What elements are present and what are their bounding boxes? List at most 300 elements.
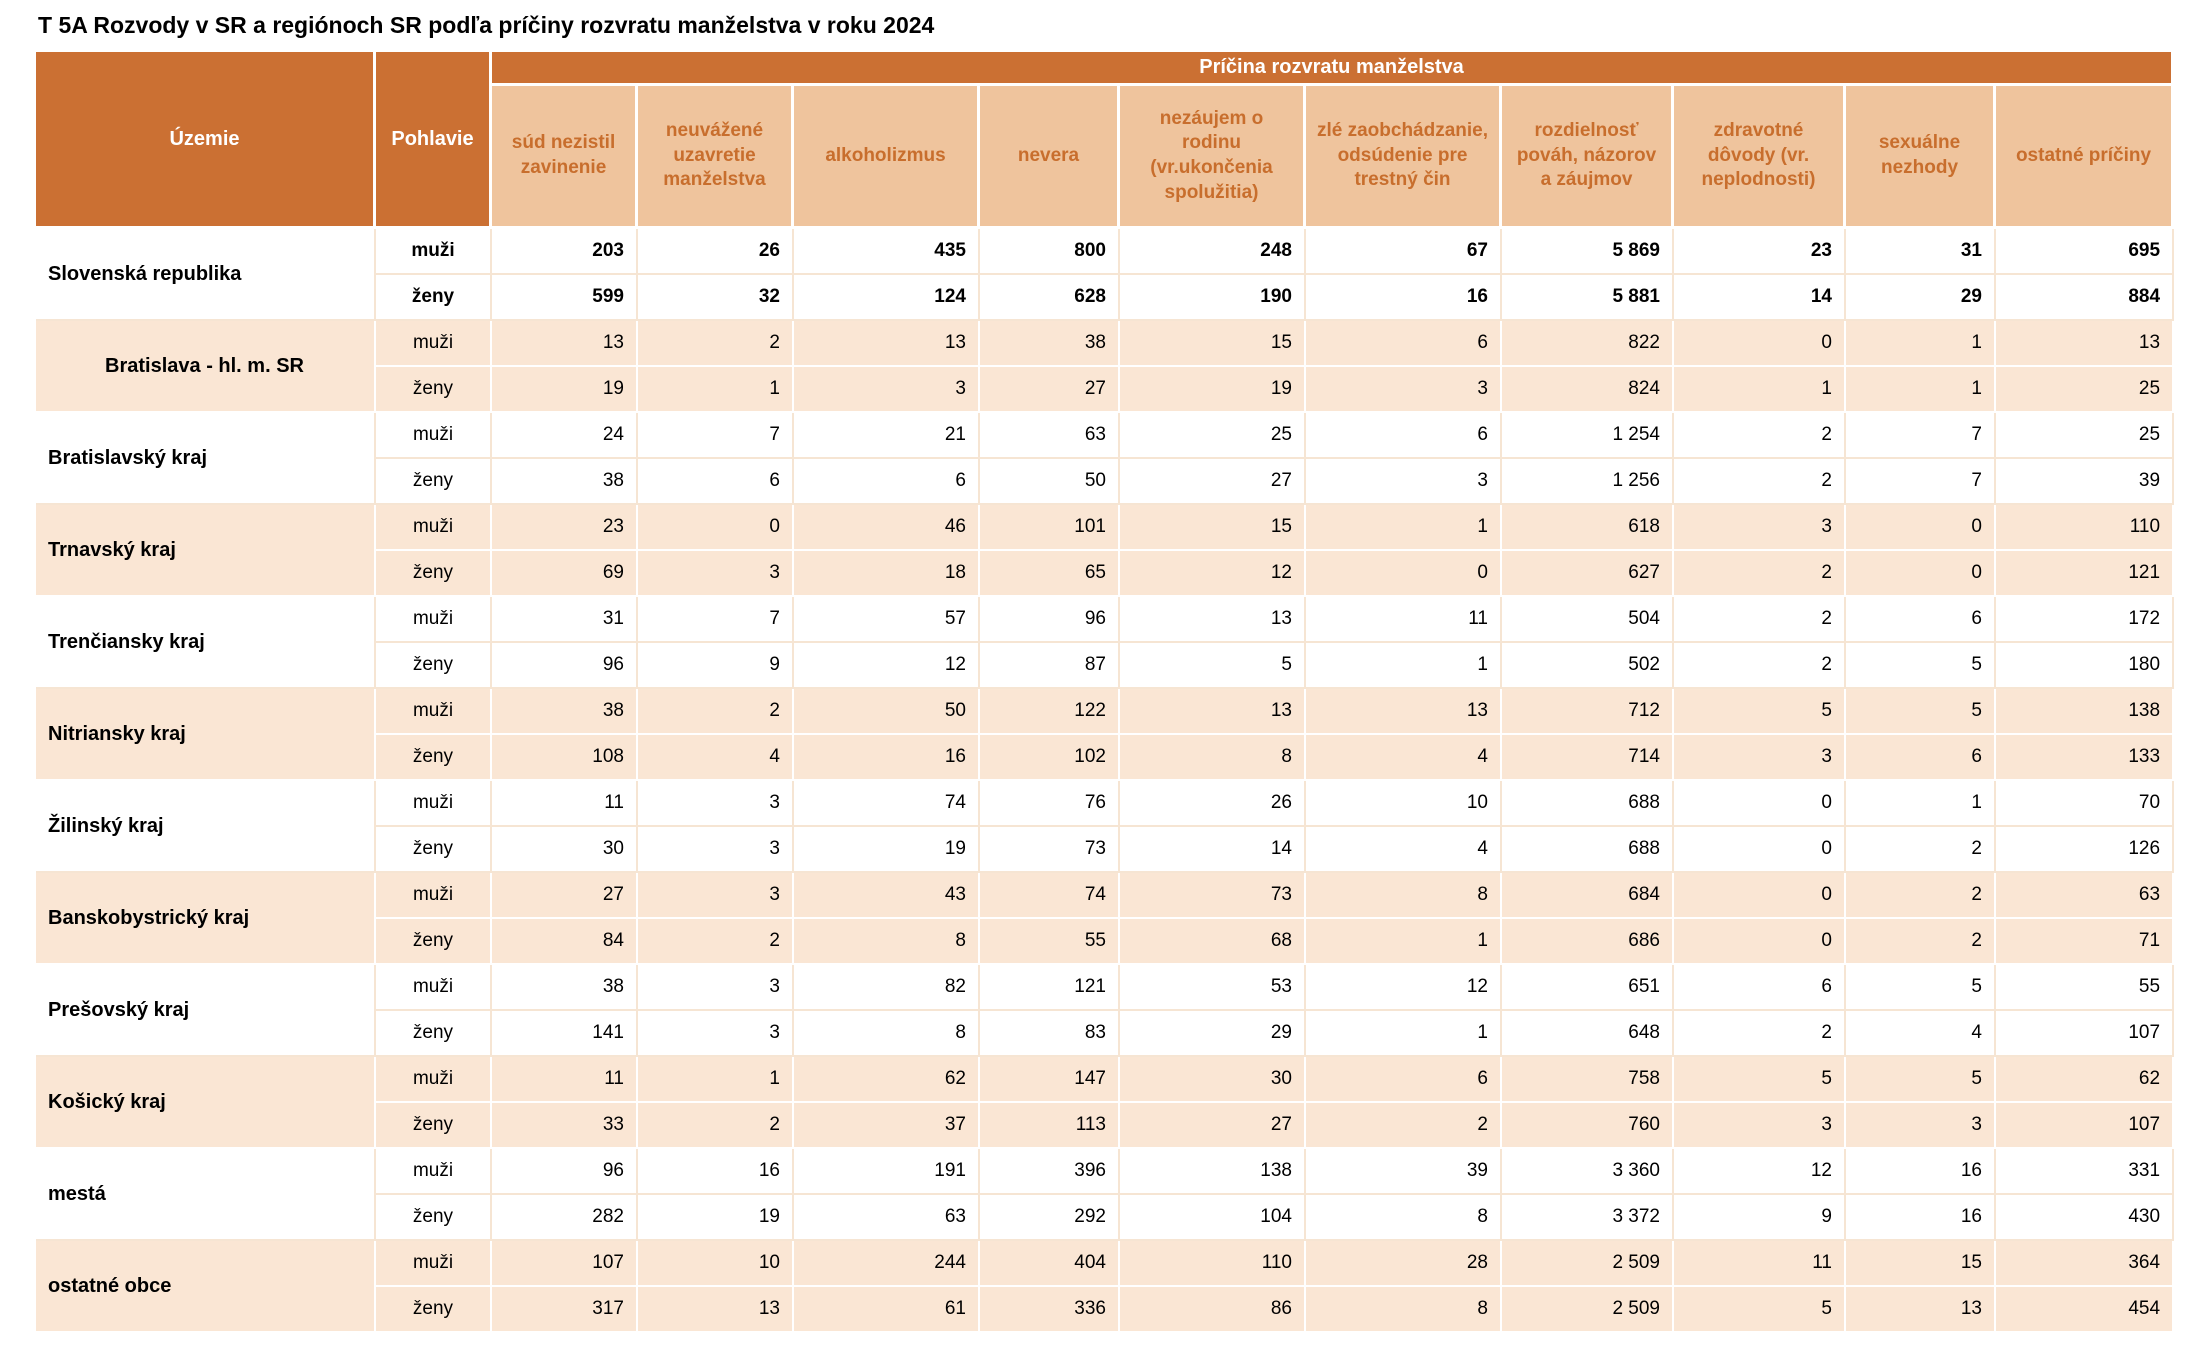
value-cell: 108 bbox=[492, 735, 638, 781]
value-cell: 107 bbox=[1996, 1011, 2174, 1057]
value-cell: 0 bbox=[1674, 781, 1846, 827]
value-cell: 6 bbox=[794, 459, 980, 505]
value-cell: 29 bbox=[1120, 1011, 1306, 1057]
value-cell: 248 bbox=[1120, 229, 1306, 275]
value-cell: 19 bbox=[1120, 367, 1306, 413]
value-cell: 12 bbox=[794, 643, 980, 689]
gender-cell: muži bbox=[376, 505, 492, 551]
value-cell: 1 bbox=[638, 367, 794, 413]
value-cell: 13 bbox=[794, 321, 980, 367]
gender-cell: ženy bbox=[376, 1287, 492, 1333]
value-cell: 0 bbox=[1674, 321, 1846, 367]
value-cell: 121 bbox=[980, 965, 1120, 1011]
value-cell: 599 bbox=[492, 275, 638, 321]
value-cell: 9 bbox=[1674, 1195, 1846, 1241]
value-cell: 13 bbox=[1306, 689, 1502, 735]
value-cell: 63 bbox=[1996, 873, 2174, 919]
value-cell: 8 bbox=[1120, 735, 1306, 781]
value-cell: 31 bbox=[1846, 229, 1996, 275]
value-cell: 68 bbox=[1120, 919, 1306, 965]
column-header-cause-4: nezáujem o rodinu (vr.ukončenia spolužitia) bbox=[1120, 86, 1306, 229]
value-cell: 504 bbox=[1502, 597, 1674, 643]
gender-cell: muži bbox=[376, 965, 492, 1011]
territory-cell: Košický kraj bbox=[36, 1057, 376, 1149]
value-cell: 13 bbox=[1120, 597, 1306, 643]
value-cell: 2 bbox=[1674, 597, 1846, 643]
value-cell: 7 bbox=[638, 413, 794, 459]
value-cell: 396 bbox=[980, 1149, 1120, 1195]
value-cell: 33 bbox=[492, 1103, 638, 1149]
table-row-2-muži bbox=[36, 413, 2174, 459]
value-cell: 76 bbox=[980, 781, 1120, 827]
territory-cell: Nitriansky kraj bbox=[36, 689, 376, 781]
table-row-7-muži bbox=[36, 873, 2174, 919]
value-cell: 5 bbox=[1674, 1057, 1846, 1103]
value-cell: 96 bbox=[980, 597, 1120, 643]
gender-cell: ženy bbox=[376, 735, 492, 781]
value-cell: 26 bbox=[638, 229, 794, 275]
value-cell: 3 372 bbox=[1502, 1195, 1674, 1241]
column-header-cause-3: nevera bbox=[980, 86, 1120, 229]
table-row-11-muži bbox=[36, 1241, 2174, 1287]
value-cell: 147 bbox=[980, 1057, 1120, 1103]
gender-cell: ženy bbox=[376, 459, 492, 505]
value-cell: 1 bbox=[1674, 367, 1846, 413]
value-cell: 0 bbox=[1674, 919, 1846, 965]
value-cell: 336 bbox=[980, 1287, 1120, 1333]
value-cell: 6 bbox=[1846, 597, 1996, 643]
table-row-4-muži bbox=[36, 597, 2174, 643]
value-cell: 138 bbox=[1120, 1149, 1306, 1195]
value-cell: 14 bbox=[1674, 275, 1846, 321]
value-cell: 73 bbox=[980, 827, 1120, 873]
gender-cell: ženy bbox=[376, 1011, 492, 1057]
territory-cell: ostatné obce bbox=[36, 1241, 376, 1333]
value-cell: 2 bbox=[1674, 551, 1846, 597]
value-cell: 53 bbox=[1120, 965, 1306, 1011]
value-cell: 18 bbox=[794, 551, 980, 597]
value-cell: 30 bbox=[1120, 1057, 1306, 1103]
gender-cell: muži bbox=[376, 413, 492, 459]
value-cell: 1 bbox=[1846, 321, 1996, 367]
value-cell: 16 bbox=[1846, 1195, 1996, 1241]
value-cell: 191 bbox=[794, 1149, 980, 1195]
value-cell: 2 bbox=[1306, 1103, 1502, 1149]
value-cell: 1 bbox=[1846, 367, 1996, 413]
value-cell: 5 bbox=[1846, 643, 1996, 689]
value-cell: 5 bbox=[1674, 1287, 1846, 1333]
value-cell: 4 bbox=[1306, 827, 1502, 873]
value-cell: 2 bbox=[638, 919, 794, 965]
value-cell: 37 bbox=[794, 1103, 980, 1149]
header-row-top bbox=[36, 52, 2174, 86]
value-cell: 627 bbox=[1502, 551, 1674, 597]
value-cell: 73 bbox=[1120, 873, 1306, 919]
table-row-6-muži bbox=[36, 781, 2174, 827]
value-cell: 50 bbox=[980, 459, 1120, 505]
value-cell: 454 bbox=[1996, 1287, 2174, 1333]
value-cell: 38 bbox=[492, 459, 638, 505]
territory-cell: Trenčiansky kraj bbox=[36, 597, 376, 689]
value-cell: 70 bbox=[1996, 781, 2174, 827]
value-cell: 32 bbox=[638, 275, 794, 321]
value-cell: 141 bbox=[492, 1011, 638, 1057]
value-cell: 884 bbox=[1996, 275, 2174, 321]
value-cell: 3 bbox=[638, 873, 794, 919]
value-cell: 2 bbox=[638, 321, 794, 367]
gender-cell: muži bbox=[376, 689, 492, 735]
value-cell: 12 bbox=[1120, 551, 1306, 597]
value-cell: 822 bbox=[1502, 321, 1674, 367]
value-cell: 6 bbox=[1846, 735, 1996, 781]
value-cell: 21 bbox=[794, 413, 980, 459]
value-cell: 124 bbox=[794, 275, 980, 321]
gender-cell: ženy bbox=[376, 367, 492, 413]
value-cell: 430 bbox=[1996, 1195, 2174, 1241]
value-cell: 27 bbox=[492, 873, 638, 919]
value-cell: 4 bbox=[1846, 1011, 1996, 1057]
gender-cell: muži bbox=[376, 1057, 492, 1103]
territory-cell: Trnavský kraj bbox=[36, 505, 376, 597]
gender-cell: ženy bbox=[376, 827, 492, 873]
value-cell: 6 bbox=[1674, 965, 1846, 1011]
value-cell: 2 bbox=[638, 1103, 794, 1149]
value-cell: 23 bbox=[492, 505, 638, 551]
territory-cell: Banskobystrický kraj bbox=[36, 873, 376, 965]
value-cell: 6 bbox=[1306, 321, 1502, 367]
gender-cell: ženy bbox=[376, 1103, 492, 1149]
value-cell: 2 bbox=[1846, 827, 1996, 873]
value-cell: 38 bbox=[492, 965, 638, 1011]
gender-cell: ženy bbox=[376, 643, 492, 689]
value-cell: 62 bbox=[794, 1057, 980, 1103]
value-cell: 317 bbox=[492, 1287, 638, 1333]
value-cell: 113 bbox=[980, 1103, 1120, 1149]
value-cell: 29 bbox=[1846, 275, 1996, 321]
value-cell: 6 bbox=[1306, 413, 1502, 459]
value-cell: 13 bbox=[492, 321, 638, 367]
value-cell: 3 bbox=[638, 551, 794, 597]
value-cell: 1 bbox=[638, 1057, 794, 1103]
value-cell: 15 bbox=[1120, 321, 1306, 367]
value-cell: 84 bbox=[492, 919, 638, 965]
value-cell: 15 bbox=[1120, 505, 1306, 551]
territory-cell: mestá bbox=[36, 1149, 376, 1241]
value-cell: 0 bbox=[1674, 827, 1846, 873]
value-cell: 25 bbox=[1996, 367, 2174, 413]
table-row-10-muži bbox=[36, 1149, 2174, 1195]
value-cell: 760 bbox=[1502, 1103, 1674, 1149]
value-cell: 8 bbox=[794, 919, 980, 965]
value-cell: 30 bbox=[492, 827, 638, 873]
value-cell: 19 bbox=[638, 1195, 794, 1241]
gender-cell: muži bbox=[376, 1149, 492, 1195]
value-cell: 628 bbox=[980, 275, 1120, 321]
value-cell: 618 bbox=[1502, 505, 1674, 551]
value-cell: 10 bbox=[1306, 781, 1502, 827]
value-cell: 1 bbox=[1846, 781, 1996, 827]
value-cell: 1 bbox=[1306, 919, 1502, 965]
value-cell: 0 bbox=[1306, 551, 1502, 597]
value-cell: 712 bbox=[1502, 689, 1674, 735]
value-cell: 5 bbox=[1846, 965, 1996, 1011]
value-cell: 74 bbox=[980, 873, 1120, 919]
value-cell: 2 bbox=[1674, 643, 1846, 689]
column-header-cause-1: neuvážené uzavretie manželstva bbox=[638, 86, 794, 229]
value-cell: 172 bbox=[1996, 597, 2174, 643]
territory-cell: Žilinský kraj bbox=[36, 781, 376, 873]
value-cell: 1 254 bbox=[1502, 413, 1674, 459]
value-cell: 5 881 bbox=[1502, 275, 1674, 321]
value-cell: 28 bbox=[1306, 1241, 1502, 1287]
value-cell: 8 bbox=[794, 1011, 980, 1057]
value-cell: 83 bbox=[980, 1011, 1120, 1057]
gender-cell: muži bbox=[376, 1241, 492, 1287]
gender-cell: ženy bbox=[376, 275, 492, 321]
value-cell: 6 bbox=[638, 459, 794, 505]
value-cell: 107 bbox=[492, 1241, 638, 1287]
value-cell: 2 bbox=[638, 689, 794, 735]
value-cell: 15 bbox=[1846, 1241, 1996, 1287]
value-cell: 5 bbox=[1120, 643, 1306, 689]
value-cell: 19 bbox=[794, 827, 980, 873]
value-cell: 27 bbox=[980, 367, 1120, 413]
value-cell: 2 bbox=[1674, 459, 1846, 505]
value-cell: 1 256 bbox=[1502, 459, 1674, 505]
value-cell: 25 bbox=[1120, 413, 1306, 459]
value-cell: 55 bbox=[980, 919, 1120, 965]
value-cell: 3 bbox=[1306, 367, 1502, 413]
value-cell: 4 bbox=[638, 735, 794, 781]
value-cell: 121 bbox=[1996, 551, 2174, 597]
value-cell: 13 bbox=[1996, 321, 2174, 367]
value-cell: 688 bbox=[1502, 781, 1674, 827]
value-cell: 3 360 bbox=[1502, 1149, 1674, 1195]
value-cell: 25 bbox=[1996, 413, 2174, 459]
value-cell: 7 bbox=[1846, 413, 1996, 459]
value-cell: 11 bbox=[1674, 1241, 1846, 1287]
value-cell: 331 bbox=[1996, 1149, 2174, 1195]
value-cell: 2 509 bbox=[1502, 1241, 1674, 1287]
territory-cell: Bratislavský kraj bbox=[36, 413, 376, 505]
column-header-territory: Územie bbox=[36, 52, 376, 229]
value-cell: 11 bbox=[1306, 597, 1502, 643]
value-cell: 16 bbox=[638, 1149, 794, 1195]
value-cell: 13 bbox=[1120, 689, 1306, 735]
value-cell: 686 bbox=[1502, 919, 1674, 965]
value-cell: 7 bbox=[1846, 459, 1996, 505]
value-cell: 50 bbox=[794, 689, 980, 735]
value-cell: 648 bbox=[1502, 1011, 1674, 1057]
column-header-cause-group: Príčina rozvratu manželstva bbox=[492, 52, 2174, 86]
column-header-cause-9: ostatné príčiny bbox=[1996, 86, 2174, 229]
value-cell: 14 bbox=[1120, 827, 1306, 873]
value-cell: 13 bbox=[638, 1287, 794, 1333]
column-header-cause-2: alkoholizmus bbox=[794, 86, 980, 229]
territory-cell: Prešovský kraj bbox=[36, 965, 376, 1057]
value-cell: 282 bbox=[492, 1195, 638, 1241]
value-cell: 0 bbox=[1846, 505, 1996, 551]
value-cell: 3 bbox=[1674, 505, 1846, 551]
value-cell: 3 bbox=[638, 827, 794, 873]
value-cell: 13 bbox=[1846, 1287, 1996, 1333]
value-cell: 12 bbox=[1306, 965, 1502, 1011]
table-row-1-muži bbox=[36, 321, 2174, 367]
column-header-gender: Pohlavie bbox=[376, 52, 492, 229]
value-cell: 12 bbox=[1674, 1149, 1846, 1195]
divorce-causes-table bbox=[36, 52, 2174, 1333]
value-cell: 2 509 bbox=[1502, 1287, 1674, 1333]
value-cell: 688 bbox=[1502, 827, 1674, 873]
column-header-cause-6: rozdielnosť pováh, názorov a záujmov bbox=[1502, 86, 1674, 229]
value-cell: 26 bbox=[1120, 781, 1306, 827]
value-cell: 0 bbox=[1674, 873, 1846, 919]
gender-cell: muži bbox=[376, 873, 492, 919]
value-cell: 0 bbox=[1846, 551, 1996, 597]
value-cell: 3 bbox=[794, 367, 980, 413]
table-row-0-muži bbox=[36, 229, 2174, 275]
value-cell: 46 bbox=[794, 505, 980, 551]
value-cell: 10 bbox=[638, 1241, 794, 1287]
value-cell: 2 bbox=[1846, 873, 1996, 919]
value-cell: 684 bbox=[1502, 873, 1674, 919]
value-cell: 96 bbox=[492, 643, 638, 689]
value-cell: 8 bbox=[1306, 1195, 1502, 1241]
value-cell: 71 bbox=[1996, 919, 2174, 965]
value-cell: 180 bbox=[1996, 643, 2174, 689]
table-row-3-muži bbox=[36, 505, 2174, 551]
table-row-8-muži bbox=[36, 965, 2174, 1011]
value-cell: 7 bbox=[638, 597, 794, 643]
value-cell: 3 bbox=[638, 1011, 794, 1057]
value-cell: 758 bbox=[1502, 1057, 1674, 1103]
value-cell: 62 bbox=[1996, 1057, 2174, 1103]
value-cell: 800 bbox=[980, 229, 1120, 275]
value-cell: 122 bbox=[980, 689, 1120, 735]
value-cell: 27 bbox=[1120, 459, 1306, 505]
value-cell: 203 bbox=[492, 229, 638, 275]
value-cell: 8 bbox=[1306, 873, 1502, 919]
value-cell: 0 bbox=[638, 505, 794, 551]
value-cell: 8 bbox=[1306, 1287, 1502, 1333]
value-cell: 43 bbox=[794, 873, 980, 919]
value-cell: 74 bbox=[794, 781, 980, 827]
value-cell: 1 bbox=[1306, 1011, 1502, 1057]
value-cell: 23 bbox=[1674, 229, 1846, 275]
value-cell: 5 bbox=[1846, 1057, 1996, 1103]
value-cell: 11 bbox=[492, 781, 638, 827]
value-cell: 96 bbox=[492, 1149, 638, 1195]
value-cell: 404 bbox=[980, 1241, 1120, 1287]
value-cell: 3 bbox=[1306, 459, 1502, 505]
column-header-cause-7: zdravotné dôvody (vr. neplodnosti) bbox=[1674, 86, 1846, 229]
value-cell: 39 bbox=[1996, 459, 2174, 505]
value-cell: 82 bbox=[794, 965, 980, 1011]
value-cell: 3 bbox=[1846, 1103, 1996, 1149]
value-cell: 138 bbox=[1996, 689, 2174, 735]
value-cell: 5 bbox=[1846, 689, 1996, 735]
value-cell: 110 bbox=[1996, 505, 2174, 551]
value-cell: 104 bbox=[1120, 1195, 1306, 1241]
value-cell: 3 bbox=[638, 781, 794, 827]
value-cell: 695 bbox=[1996, 229, 2174, 275]
value-cell: 292 bbox=[980, 1195, 1120, 1241]
gender-cell: muži bbox=[376, 321, 492, 367]
value-cell: 6 bbox=[1306, 1057, 1502, 1103]
value-cell: 16 bbox=[1306, 275, 1502, 321]
value-cell: 57 bbox=[794, 597, 980, 643]
value-cell: 19 bbox=[492, 367, 638, 413]
value-cell: 651 bbox=[1502, 965, 1674, 1011]
value-cell: 2 bbox=[1674, 1011, 1846, 1057]
gender-cell: muži bbox=[376, 781, 492, 827]
value-cell: 107 bbox=[1996, 1103, 2174, 1149]
value-cell: 110 bbox=[1120, 1241, 1306, 1287]
column-header-cause-5: zlé zaobchádzanie, odsúdenie pre trestný čin bbox=[1306, 86, 1502, 229]
value-cell: 63 bbox=[980, 413, 1120, 459]
value-cell: 38 bbox=[492, 689, 638, 735]
value-cell: 435 bbox=[794, 229, 980, 275]
value-cell: 9 bbox=[638, 643, 794, 689]
value-cell: 5 869 bbox=[1502, 229, 1674, 275]
value-cell: 244 bbox=[794, 1241, 980, 1287]
value-cell: 102 bbox=[980, 735, 1120, 781]
value-cell: 824 bbox=[1502, 367, 1674, 413]
gender-cell: muži bbox=[376, 229, 492, 275]
value-cell: 86 bbox=[1120, 1287, 1306, 1333]
gender-cell: ženy bbox=[376, 551, 492, 597]
value-cell: 364 bbox=[1996, 1241, 2174, 1287]
value-cell: 3 bbox=[1674, 735, 1846, 781]
value-cell: 31 bbox=[492, 597, 638, 643]
table-row-5-muži bbox=[36, 689, 2174, 735]
value-cell: 69 bbox=[492, 551, 638, 597]
value-cell: 714 bbox=[1502, 735, 1674, 781]
gender-cell: ženy bbox=[376, 919, 492, 965]
value-cell: 101 bbox=[980, 505, 1120, 551]
column-header-cause-0: súd nezistil zavinenie bbox=[492, 86, 638, 229]
value-cell: 38 bbox=[980, 321, 1120, 367]
value-cell: 502 bbox=[1502, 643, 1674, 689]
column-header-cause-8: sexuálne nezhody bbox=[1846, 86, 1996, 229]
value-cell: 24 bbox=[492, 413, 638, 459]
value-cell: 55 bbox=[1996, 965, 2174, 1011]
value-cell: 11 bbox=[492, 1057, 638, 1103]
value-cell: 190 bbox=[1120, 275, 1306, 321]
value-cell: 3 bbox=[638, 965, 794, 1011]
table-row-9-muži bbox=[36, 1057, 2174, 1103]
value-cell: 67 bbox=[1306, 229, 1502, 275]
value-cell: 16 bbox=[1846, 1149, 1996, 1195]
value-cell: 2 bbox=[1674, 413, 1846, 459]
value-cell: 63 bbox=[794, 1195, 980, 1241]
value-cell: 65 bbox=[980, 551, 1120, 597]
value-cell: 61 bbox=[794, 1287, 980, 1333]
value-cell: 16 bbox=[794, 735, 980, 781]
value-cell: 27 bbox=[1120, 1103, 1306, 1149]
value-cell: 2 bbox=[1846, 919, 1996, 965]
gender-cell: ženy bbox=[376, 1195, 492, 1241]
value-cell: 126 bbox=[1996, 827, 2174, 873]
value-cell: 87 bbox=[980, 643, 1120, 689]
gender-cell: muži bbox=[376, 597, 492, 643]
territory-cell: Slovenská republika bbox=[36, 229, 376, 321]
value-cell: 4 bbox=[1306, 735, 1502, 781]
value-cell: 3 bbox=[1674, 1103, 1846, 1149]
value-cell: 133 bbox=[1996, 735, 2174, 781]
table-title: T 5A Rozvody v SR a regiónoch SR podľa príčiny rozvratu manželstva v roku 2024 bbox=[38, 12, 935, 38]
value-cell: 5 bbox=[1674, 689, 1846, 735]
